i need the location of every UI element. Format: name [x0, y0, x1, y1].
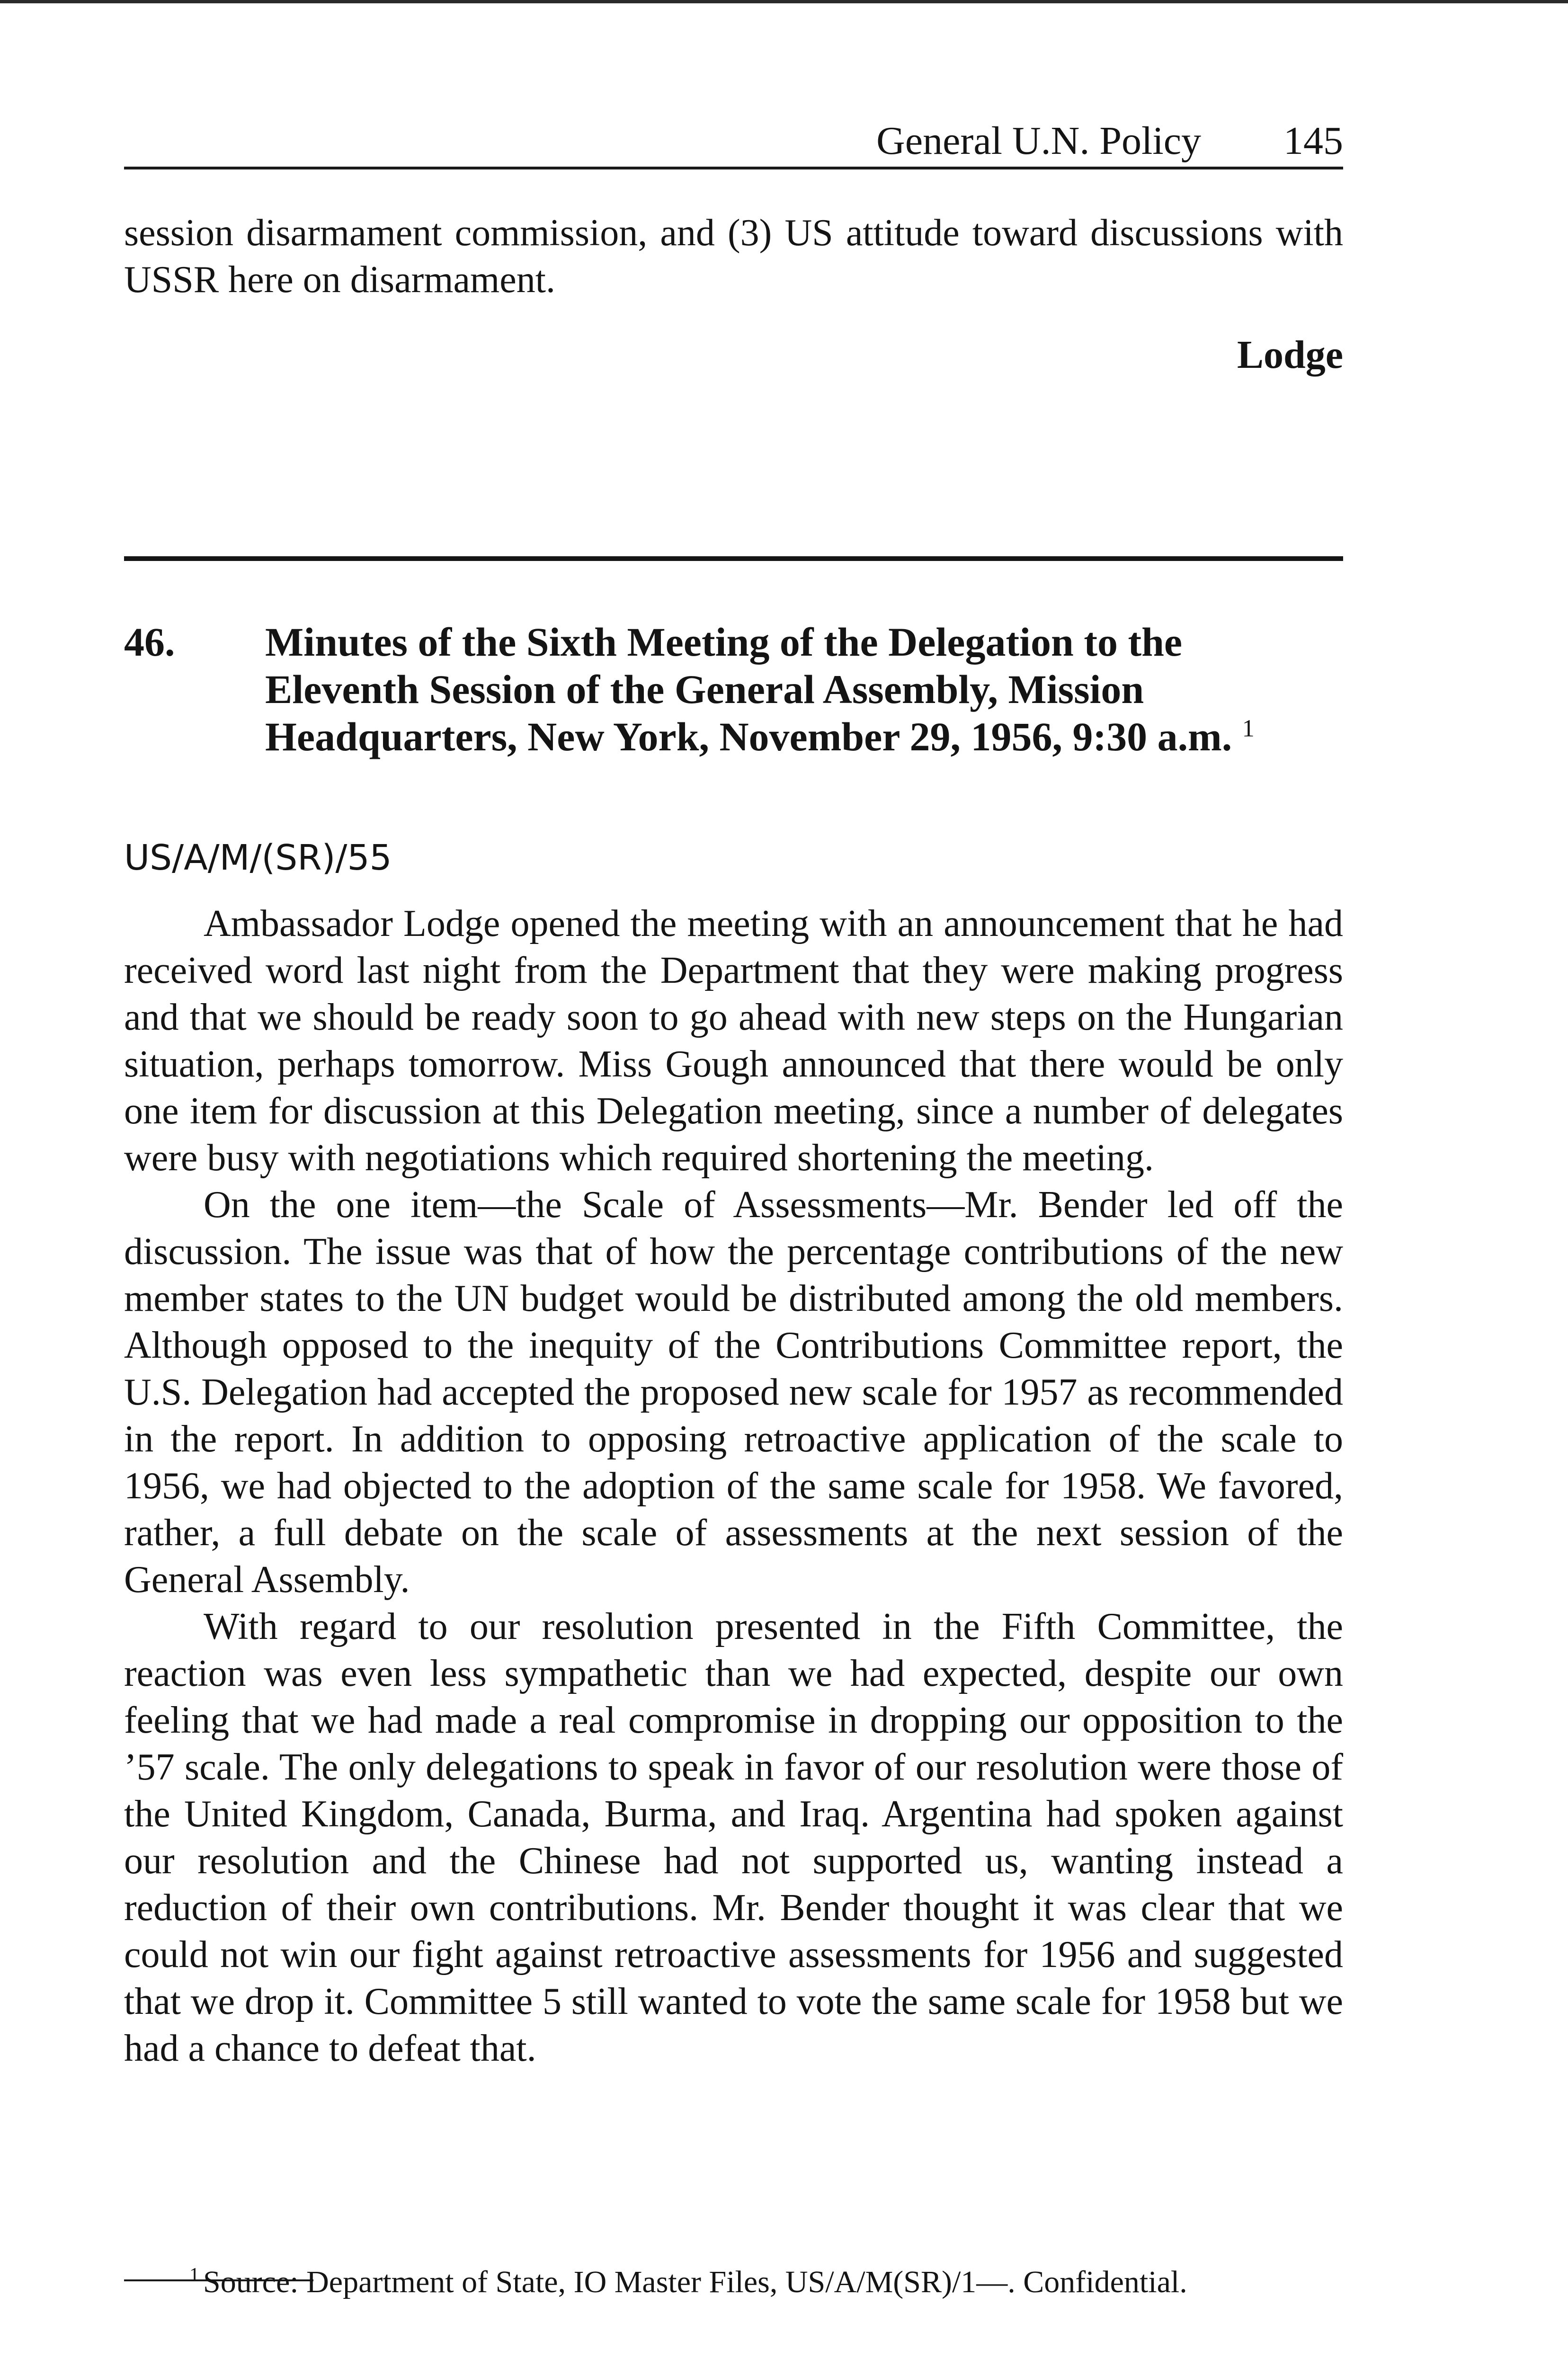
paragraph: With regard to our resolution presented in the Fifth Committee, the reaction was even less sympathetic than we had expected, despite our own feeling that we had made a real compromise in dropping our opposition to the ’57 scale. The only delegations to speak in favor of our resolution were those of the United Kingdom, Canada, Burma, and Iraq. Argentina had spoken against our resolution and the Chinese had not supported us, wanting instead a reduction of their own contributions. Mr. Bender thought it was clear that we could not win our fight against retroactive assessments for 1956 and suggested that we drop it. Committee 5 still wanted to vote the same scale for 1958 but we had a chance to defeat that. [124, 1606, 1343, 2069]
section-divider [124, 556, 1343, 561]
running-head [124, 110, 1343, 169]
body-text [124, 900, 1343, 2072]
document-title-text: Minutes of the Sixth Meeting of the Delegation to the Eleventh Session of the General Assembly, Mission Headquarters, New York, November 29, 1956, 9:30 a.m. [265, 619, 1232, 759]
page-number: 145 [1283, 119, 1343, 163]
footnote [189, 2261, 1343, 2304]
paragraph: On the one item—the Scale of Assessments—Mr. Bender led off the discussion. The issue was that of how the percentage contributions of the new member states to the UN budget would be distributed among the old members. Although opposed to the inequity of the Contributions Committee report, the U.S. Delegation had accepted the proposed new scale for 1957 as recommended in the report. In addition to opposing retroactive application of the scale to 1956, we had objected to the adoption of the same scale for 1958. We favored, rather, a full debate on the scale of assessments at the next session of the General Assembly. [124, 1184, 1343, 1601]
document-title [265, 618, 1343, 760]
document-identifier: US/A/M/(SR)/55 [124, 837, 392, 878]
document-title-footnote-marker: 1 [1242, 715, 1255, 742]
document-number: 46. [124, 619, 175, 665]
signature: Lodge [1237, 333, 1343, 377]
footnote-number: 1 [189, 2264, 199, 2286]
paragraph: Ambassador Lodge opened the meeting with an announcement that he had received word last night from the Department that they were making progress and that we should be ready soon to go ahead with new steps on the Hungarian situation, perhaps tomorrow. Miss Gough announced that there would be only one item for discussion at this Delegation meeting, since a number of delegates were busy with negotiations which required shortening the meeting. [124, 903, 1343, 1179]
continuation-text: session disarmament commission, and (3) US attitude toward discussions with USSR here on disarmament. [124, 212, 1343, 301]
running-head-title: General U.N. Policy [876, 119, 1201, 163]
page-top-edge [0, 0, 1568, 3]
footnote-text: Source: Department of State, IO Master Files, US/A/M(SR)/1—. Confidential. [203, 2265, 1187, 2299]
